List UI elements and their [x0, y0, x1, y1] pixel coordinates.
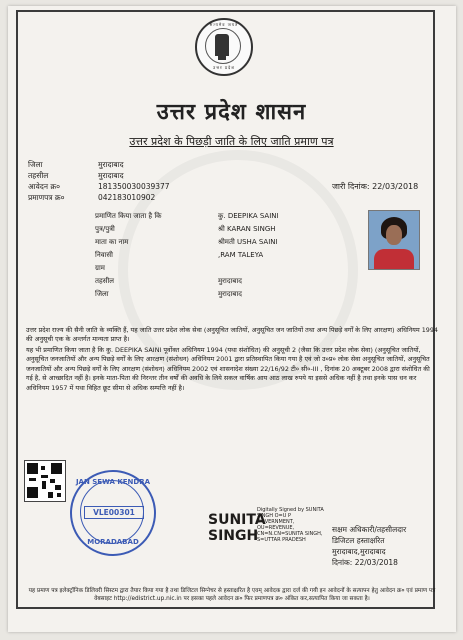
officer-block: [332, 524, 406, 568]
detail-value: कु. DEEPIKA SAINI: [218, 212, 279, 220]
detail-label: निवासी: [95, 251, 113, 259]
stamp-id: VLE00301: [84, 506, 144, 519]
field-value: 181350030039377: [98, 182, 170, 191]
qr-code-icon: [24, 460, 66, 502]
detail-label: माता का नाम: [95, 238, 129, 246]
stamp-bottom-text: MORADABAD: [87, 538, 139, 546]
emblem-bottom-text: उत्तर प्रदेश: [213, 65, 235, 70]
field-label: आवेदन क्र०: [28, 182, 61, 191]
detail-value: श्री KARAN SINGH: [218, 225, 276, 233]
emblem-top-text: सत्यमेव जयते: [209, 22, 239, 27]
officer-date: दिनांक: 22/03/2018: [332, 558, 398, 567]
officer-digital-signed: डिजिटल हस्ताक्षरित: [332, 536, 385, 545]
detail-value: ,RAM TALEYA: [218, 251, 264, 259]
signature-first-name: SUNITA: [208, 512, 266, 528]
detail-label: तहसील: [95, 277, 114, 285]
officer-title: सक्षम अधिकारी/तहसीलदार: [332, 525, 407, 534]
detail-value: श्रीमती USHA SAINI: [218, 238, 278, 246]
digital-signature-details: Digitally Signed by SUNITA SINGH O=U P GOVERNMENT, OU=REVENUE, CN=N.CN=SUNITA SINGH, S=UTTAR PRADESH: [257, 507, 324, 543]
stamp-top-text: JAN SEWA KENDRA: [75, 478, 151, 486]
page-subtitle: उत्तर प्रदेश के पिछड़ी जाति के लिए जाति प्रमाण पत्र: [129, 135, 334, 148]
field-label: प्रमाणपत्र क्र०: [28, 193, 65, 202]
signature-last-name: SINGH: [208, 528, 259, 544]
detail-value: मुरादाबाद: [218, 290, 242, 298]
applicant-photo: [368, 210, 420, 270]
detail-label: पुत्र/पुत्री: [95, 225, 115, 233]
officer-location: मुरादाबाद,मुरादाबाद: [332, 547, 386, 556]
field-label: तहसील: [28, 171, 49, 180]
field-value: मुरादाबाद: [98, 160, 124, 169]
certification-statement: यह भी प्रमाणित किया जाता है कि कु. DEEPIKA SAINI पूर्वोक्त अधिनियम 1994 (यथा संशोधित) की अनुसूची 2 (जैसा कि उत्तर प्रदेश लोक सेवा) (अनुसूचित जातियों, अनुसूचित जनजातियों और अन्य पिछड़े वर्गों के लिए आरक्षण (संशोधन) अधिनियम 2001 द्वारा प्रतिस्थापित किया गया है एवं जो उ०प्र० लोक सेवा अनुसूचित जातियों, अनुसूचित जनजातियों और अन्य पिछड़े वर्गों के लिए आरक्षण (संशोधन) अधिनियम 2002 एवं शासनादेश संख्या 22/16/92 टी० सी०-III , दिनांक 20 अक्टूबर 2008 द्वारा संशोधित की गई है, से आच्छादित नहीं है। इनके माता-पिता की निरन्तर तीन वर्षों की अवधि के लिये सकल वार्षिक आय आठ लाख रुपये या इससे अधिक नहीं है तथा इनके पास धन कर अधिनियम 1957 में यथा विहित छूट सीमा से अधिक सम्पत्ति नहीं है।: [26, 346, 430, 392]
footer-note: यह प्रमाण पत्र इलेक्ट्रॉनिक डिलिवरी सिस्टम द्वारा तैयार किया गया है तथा डिजिटल सिग्नेचर से हस्ताक्षरित है एवम् आवेदक द्वारा दर्ज की गयी इन आवेदनों के सत्यापन हेतु आवेदन क्र० एवं प्रमाण पत्र वेबसाइट http://edistrict.up.nic.in पर इसका पहले आवेदन क्र० फिर प्रमाणपत्र क्र० अंकित कर,सत्यापित किया जा सकता है।: [28, 588, 436, 602]
state-emblem-icon: [195, 18, 253, 76]
issue-date: जारी दिनांक: 22/03/2018: [332, 182, 419, 191]
field-value: मुरादाबाद: [98, 171, 124, 180]
page-title: उत्तर प्रदेश शासन: [156, 100, 307, 125]
detail-label: प्रमाणित किया जाता है कि: [95, 212, 162, 220]
detail-label: जिला: [95, 290, 109, 298]
field-value: 042183010902: [98, 193, 156, 202]
field-label: जिला: [28, 160, 43, 169]
detail-label: ग्राम: [95, 264, 105, 272]
detail-value: मुरादाबाद: [218, 277, 242, 285]
jan-sewa-kendra-stamp: [70, 470, 156, 556]
caste-statement: उत्तर प्रदेश राज्य की सैनी जाति के व्यक्ति हैं, यह जाति उत्तर प्रदेश लोक सेवा (अनुसूचित जातियों, अनुसूचित जन जातियों तथा अन्य पिछड़े वर्गों के लिए आरक्षण) अधिनियम 1994 की अनुसूची एक के अन्तर्गत मान्यता प्राप्त है।: [26, 326, 438, 344]
